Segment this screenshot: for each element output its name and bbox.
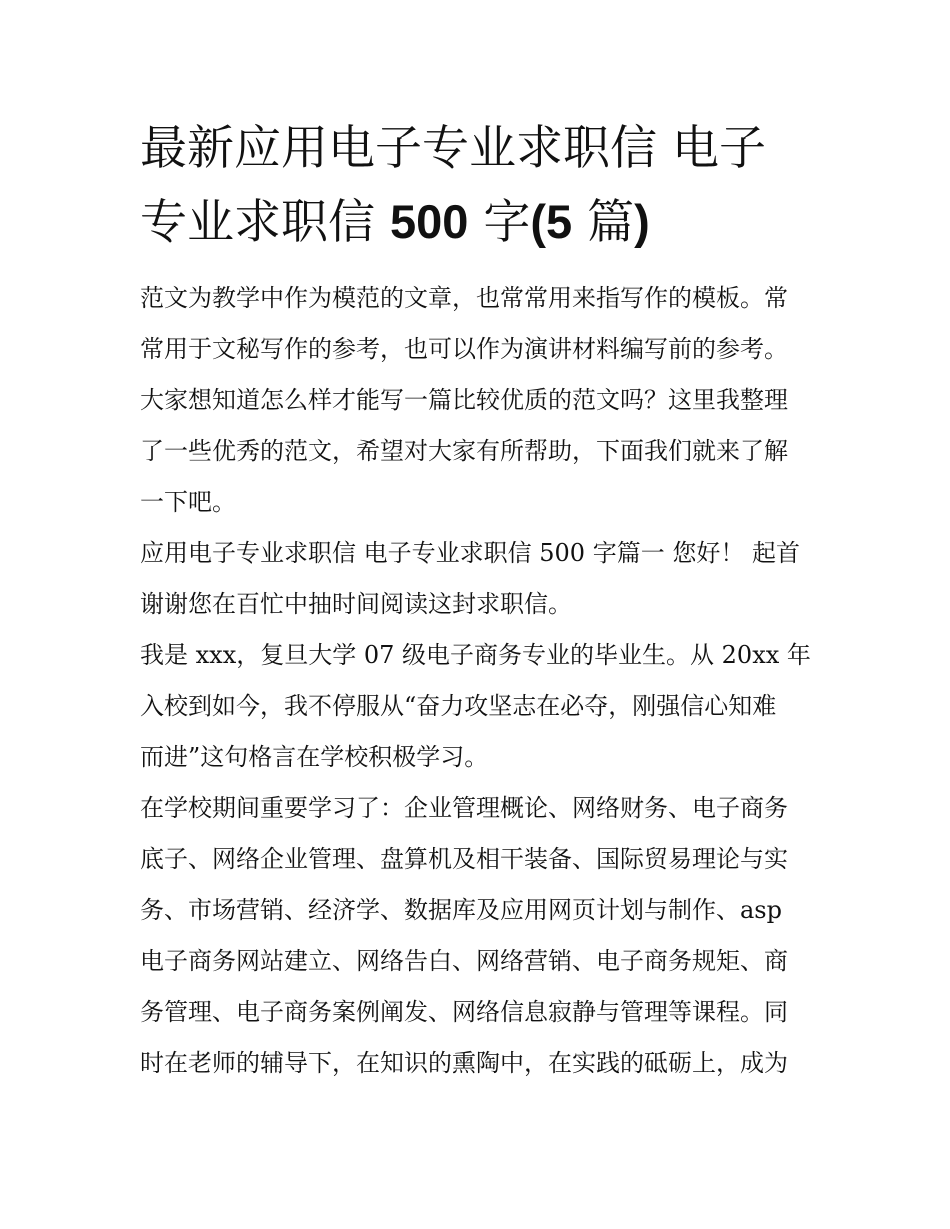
paragraph-line: 大家想知道怎么样才能写一篇比较优质的范文吗？这里我整理 [140,386,788,414]
paragraph-line: 在学校期间重要学习了：企业管理概论、网络财务、电子商务 [140,794,788,822]
paragraph-line: 我是 xxx，复旦大学 07 级电子商务专业的毕业生。从 20xx 年 [140,641,811,669]
title-segment: 最新应用电子专业求职信 电子 [140,121,766,176]
document-body [140,273,820,1089]
paragraph-line: 谢谢您在百忙中抽时间阅读这封求职信。 [140,590,572,618]
title-segment: ) [634,195,650,248]
title-segment: 篇 [572,195,635,250]
paragraph-line: 范文为教学中作为模范的文章，也常常用来指写作的模板。常 [140,284,788,312]
title-segment: 500 [389,195,469,248]
body-paragraph [140,528,820,630]
body-paragraph [140,630,820,783]
paragraph-line: 务、市场营销、经济学、数据库及应用网页计划与制作、asp [140,896,782,924]
title-line-2 [140,185,820,259]
document-page [140,112,820,1089]
title-segment: 字 [468,195,531,250]
paragraph-line: 时在老师的辅导下，在知识的熏陶中，在实践的砥砺上，成为 [140,1049,788,1077]
paragraph-line: 常用于文秘写作的参考，也可以作为演讲材料编写前的参考。 [140,335,788,363]
paragraph-line: 电子商务网站建立、网络告白、网络营销、电子商务规矩、商 [140,947,788,975]
title-line-1 [140,112,820,185]
title-segment: 专业求职信 [140,195,390,250]
paragraph-line: 一下吧。 [140,488,236,516]
paragraph-line: 底子、网络企业管理、盘算机及相干装备、国际贸易理论与实 [140,845,788,873]
paragraph-line: 了一些优秀的范文，希望对大家有所帮助，下面我们就来了解 [140,437,788,465]
paragraph-line: 而进”这句格言在学校积极学习。 [140,743,489,771]
document-title [140,112,820,259]
body-paragraph [140,783,820,1089]
body-paragraph [140,273,820,528]
paragraph-line: 务管理、电子商务案例阐发、网络信息寂静与管理等课程。同 [140,998,788,1026]
paragraph-line: 应用电子专业求职信 电子专业求职信 500 字篇一 您好！ 起首 [140,539,800,567]
title-segment: (5 [530,195,573,248]
paragraph-line: 入校到如今，我不停服从“奋力攻坚志在必夺，刚强信心知难 [140,692,777,720]
